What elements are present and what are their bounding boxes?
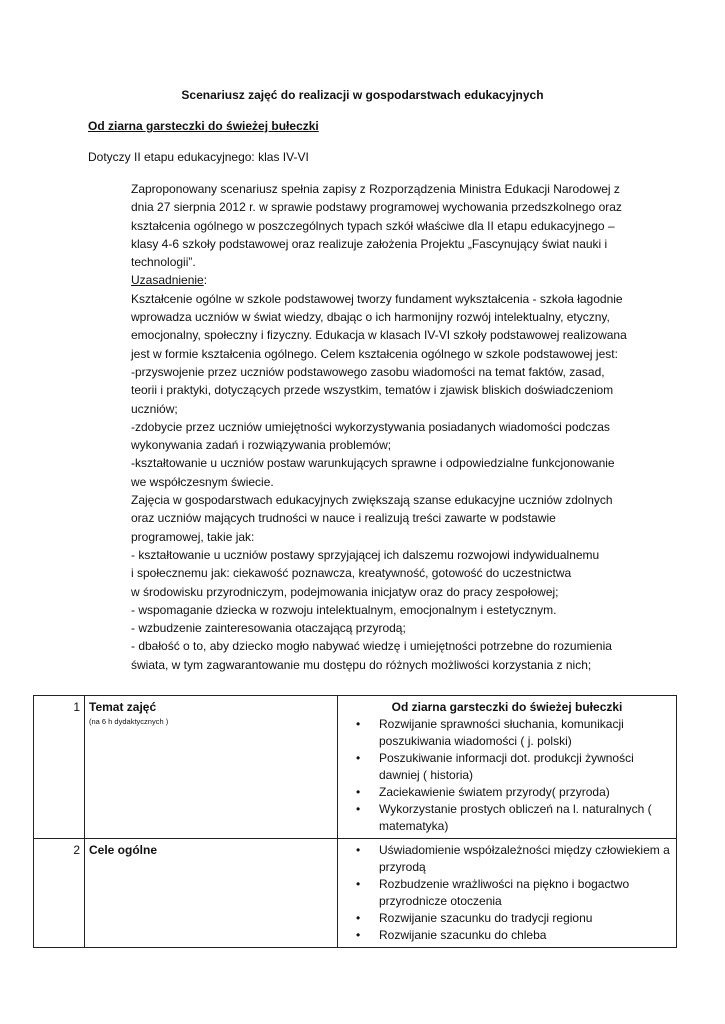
list-item: • Poszukiwanie informacji dot. produkcji żywności dawniej ( historia) [379,750,672,784]
body-line: oraz uczniów mających trudności w nauce i realizują treści zawarte w podstawie [131,511,556,526]
list-item: • Zaciekawienie światem przyrody( przyroda) [379,784,672,801]
justification-label: Uzasadnienie [131,273,204,288]
body-line: jest w formie kształcenia ogólnego. Celem kształcenia ogólnego w szkole podstawowej jest: [131,346,618,361]
list-item: • Uświadomienie współzależności między człowiekiem a przyrodą [379,842,672,876]
row-label: Cele ogólne [89,843,158,857]
row-number: 2 [34,839,85,948]
body-line: teorii i praktyki, dotyczących przede wszystkim, tematów i zjawisk bliskich doświadczeniom [131,383,614,398]
body-line: -przyswojenie przez uczniów podstawowego zasobu wiadomości na temat faktów, zasad, [131,364,605,379]
list-item: • Rozwijanie szacunku do chleba [379,927,672,944]
body-line: dnia 27 sierpnia 2012 r. w sprawie podstawy programowej wychowania przedszkolnego oraz [131,200,622,215]
body-line: - wzbudzenie zainteresowania otaczającą przyrodą; [131,621,406,636]
body-line: świata, w tym zagwarantowanie mu dostępu do różnych możliwości korzystania z nich; [131,657,592,672]
body-line: technologii”. [131,255,196,270]
body-line: Kształcenie ogólne w szkole podstawowej tworzy fundament wykształcenia - szkoła łagodnie [131,291,623,306]
table-row [34,839,677,948]
list-item: • Rozbudzenie wrażliwości na piękno i bogactwo przyrodnicze otoczenia [379,876,672,910]
bullet-list [342,716,672,835]
body-line: wykonywania zadań i rozwiązywania problemów; [131,438,392,453]
row-label: Temat zajęć [89,700,157,714]
body-line: kształcenia ogólnego w poszczególnych typach szkół właściwe dla II etapu edukacyjnego – [131,218,615,233]
bullet-list [342,842,672,944]
list-item: • Wykorzystanie prostych obliczeń na l. naturalnych ( matematyka) [379,801,672,835]
body-line: uczniów; [131,401,178,416]
body-line: i społecznemu jak: ciekawość poznawcza, kreatywność, gotowość do uczestnictwa [131,566,572,581]
row-content-cell [338,696,677,839]
education-stage: Dotyczy II etapu edukacyjnego: klas IV-VI [88,150,309,164]
body-line: Zaproponowany scenariusz spełnia zapisy z Rozporządzenia Ministra Edukacji Narodowej z [131,182,620,196]
scenario-table [33,695,677,948]
document-title: Scenariusz zajęć do realizacji w gospodarstwach edukacyjnych [181,88,544,102]
justification-colon: : [203,273,208,288]
list-item: • Rozwijanie sprawności słuchania, komunikacji poszukiwania wiadomości ( j. polski) [379,716,672,750]
lesson-topic-heading: Od ziarna garsteczki do świeżej bułeczki [88,119,319,133]
body-line: programowej, takie jak: [131,529,255,544]
body-line: wprowadza uczniów w świat wiedzy, dbając o ich harmonijny rozwój intelektualny, etyczny, [131,310,610,325]
body-text [131,180,651,674]
body-line: - wspomaganie dziecka w rozwoju intelektualnym, emocjonalnym i estetycznym. [131,602,557,617]
body-line: klasy 4-6 szkoły podstawowej oraz realizuje założenia Projektu „Fascynujący świat nauki i [131,236,608,251]
body-line: -zdobycie przez uczniów umiejętności wykorzystywania posiadanych wiadomości podczas [131,419,610,434]
list-item: • Rozwijanie szacunku do tradycji regionu [379,910,672,927]
row-note: (na 6 h dydaktycznych ) [89,717,169,726]
table-row [34,696,677,839]
row-number: 1 [34,696,85,839]
body-line: - dbałość o to, aby dziecko mogło nabywać wiedzę i umiejętności potrzebne do rozumienia [131,639,612,654]
row-content-cell [338,839,677,948]
body-line: Zajęcia w gospodarstwach edukacyjnych zwiększają szanse edukacyjne uczniów zdolnych [131,493,613,508]
body-line: w środowisku przyrodniczym, podejmowania inicjatyw oraz do pracy zespołowej; [131,584,559,599]
body-line: we współczesnym świecie. [131,474,274,489]
body-line: -kształtowanie u uczniów postaw warunkujących sprawne i odpowiedzialne funkcjonowanie [131,456,615,471]
justification-heading [131,271,651,289]
row-label-cell [85,696,338,839]
topic-title: Od ziarna garsteczki do świeżej bułeczki [391,700,623,714]
body-line: - kształtowanie u uczniów postawy sprzyjającej ich dalszemu rozwojowi indywidualnemu [131,547,600,562]
row-label-cell [85,839,338,948]
body-line: emocjonalny, społeczny i fizyczny. Edukacja w klasach IV-VI szkoły podstawowej realizowana [131,328,627,343]
